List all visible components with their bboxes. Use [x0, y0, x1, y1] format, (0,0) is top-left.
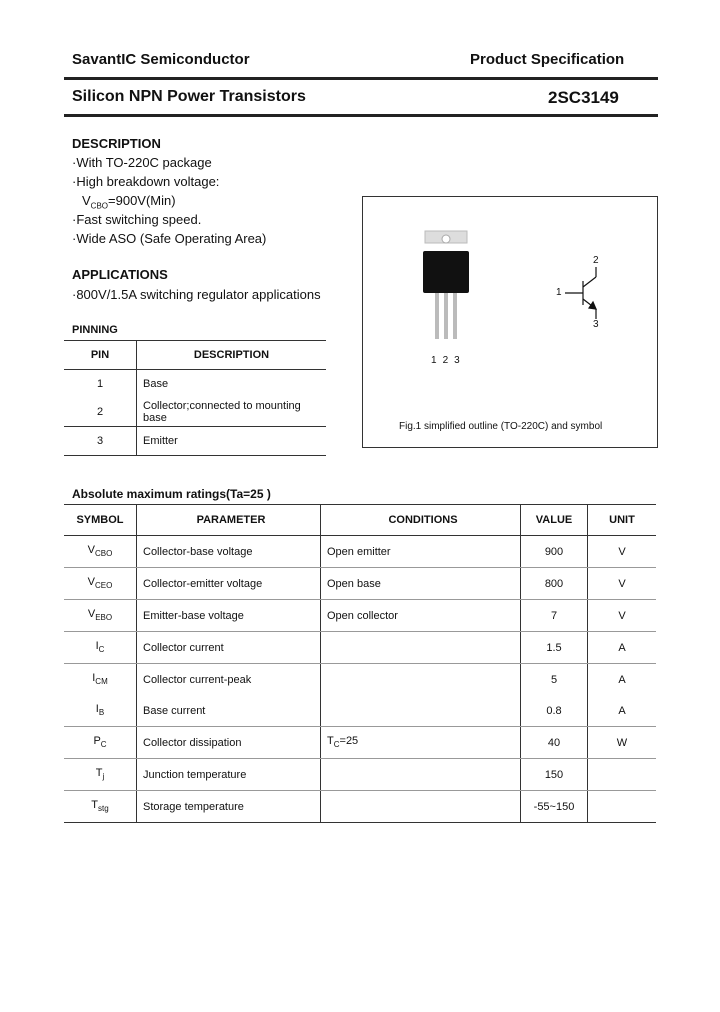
unit-cell [588, 759, 657, 791]
symbol-header: SYMBOL [64, 505, 137, 536]
parameter-cell: Collector current [137, 632, 321, 664]
symbol-cell: $I_{CM}$ [92, 672, 108, 687]
npn-symbol-icon [565, 267, 596, 319]
value-cell: 800 [521, 568, 588, 600]
unit-cell: V [588, 600, 657, 632]
package-pin-labels: 123 [431, 355, 466, 366]
unit-cell: A [588, 632, 657, 664]
unit-cell: W [588, 727, 657, 759]
conditions-cell [321, 759, 521, 791]
unit-cell: V [588, 568, 657, 600]
unit-cell: A [588, 695, 657, 727]
desc-line-2: ·High breakdown voltage: [72, 174, 220, 189]
desc-line-3: ·Fast switching speed. [72, 212, 202, 227]
header-rule-top [64, 77, 658, 80]
parameter-cell: Collector-base voltage [137, 536, 321, 568]
part-number: 2SC3149 [548, 88, 619, 107]
parameter-cell: Collector-emitter voltage [137, 568, 321, 600]
pin-desc-header: DESCRIPTION [137, 341, 327, 370]
parameter-cell: Storage temperature [137, 791, 321, 823]
ratings-title: Absolute maximum ratings(Ta=25 ) [72, 487, 271, 501]
conditions-cell [321, 664, 521, 696]
symbol-cell: $V_{CBO}$ [64, 536, 137, 568]
symbol-cell: $V_{CEO}$ [64, 568, 137, 600]
conditions-cell: Open collector [321, 600, 521, 632]
parameter-cell: Collector current-peak [137, 664, 321, 696]
value-cell: 5 [521, 664, 588, 696]
unit-cell [588, 791, 657, 823]
symbol-cell: $I_C$ [64, 632, 137, 664]
parameter-cell: Emitter-base voltage [137, 600, 321, 632]
doc-type: Product Specification [470, 51, 625, 68]
header-rule-bottom [64, 114, 658, 117]
conditions-header: CONDITIONS [321, 505, 521, 536]
pin-number: 1 [64, 370, 137, 399]
unit-cell: A [588, 664, 657, 696]
desc-line-1: ·With TO-220C package [72, 155, 212, 170]
symbol-cell: $T_j$ [64, 759, 137, 791]
unit-cell: V [588, 536, 657, 568]
symbol-emitter-label: 3 [593, 319, 599, 330]
value-cell: 150 [521, 759, 588, 791]
table-row [64, 427, 326, 456]
conditions-cell: Open base [321, 568, 521, 600]
table-row [64, 370, 326, 399]
pin-number: 2 [64, 398, 137, 427]
value-header: VALUE [521, 505, 588, 536]
desc-line-4: ·Wide ASO (Safe Operating Area) [72, 231, 267, 246]
pin-description: Collector;connected to mounting base [137, 398, 327, 427]
symbol-cell: $T_{stg}$ [64, 791, 137, 823]
value-cell: 40 [521, 727, 588, 759]
value-cell: 7 [521, 600, 588, 632]
applications-line: ·800V/1.5A switching regulator applications [72, 287, 321, 302]
symbol-cell: $V_{EBO}$ [64, 600, 137, 632]
parameter-cell: Collector dissipation [137, 727, 321, 759]
table-row [64, 536, 656, 568]
table-row [64, 695, 656, 727]
parameter-cell: Base current [137, 695, 321, 727]
symbol-cell: $P_C$ [64, 727, 137, 759]
table-row [64, 759, 656, 791]
pin-description: Base [143, 378, 169, 390]
desc-vcbo: $V_{CBO}=900V(Min)$ [82, 193, 176, 211]
product-family: Silicon NPN Power Transistors [72, 88, 306, 105]
figure-box [362, 196, 658, 448]
pinning-table [64, 340, 326, 456]
table-row [64, 568, 656, 600]
pin-header: PIN [64, 341, 137, 370]
value-cell: 0.8 [521, 695, 588, 727]
symbol-cell: $I_B$ [64, 695, 137, 727]
table-row [64, 664, 656, 696]
symbol-base-label: 1 [556, 287, 562, 298]
company-name: SavantIC Semiconductor [72, 51, 250, 68]
table-row [64, 398, 326, 427]
unit-header: UNIT [588, 505, 657, 536]
pin-description: Emitter [137, 427, 327, 456]
figure-caption: Fig.1 simplified outline (TO-220C) and symbol [399, 421, 603, 432]
conditions-cell: $T_C=25$ [321, 727, 521, 759]
table-row [64, 600, 656, 632]
value-cell: 900 [521, 536, 588, 568]
value-cell: 1.5 [521, 632, 588, 664]
symbol-collector-label: 2 [593, 255, 599, 266]
to220-package-icon [423, 231, 469, 339]
parameter-cell: Junction temperature [137, 759, 321, 791]
applications-title: APPLICATIONS [72, 267, 168, 282]
ratings-table [64, 504, 656, 823]
pinning-title: PINNING [72, 324, 118, 336]
parameter-header: PARAMETER [137, 505, 321, 536]
value-cell: -55~150 [521, 791, 588, 823]
table-row [64, 632, 656, 664]
conditions-cell [321, 791, 521, 823]
conditions-cell [321, 632, 521, 664]
pin-number: 3 [64, 427, 137, 456]
conditions-cell [321, 695, 521, 727]
table-row [64, 791, 656, 823]
conditions-cell: Open emitter [321, 536, 521, 568]
description-title: DESCRIPTION [72, 136, 161, 151]
table-row [64, 727, 656, 759]
figure-drawing [363, 197, 657, 447]
